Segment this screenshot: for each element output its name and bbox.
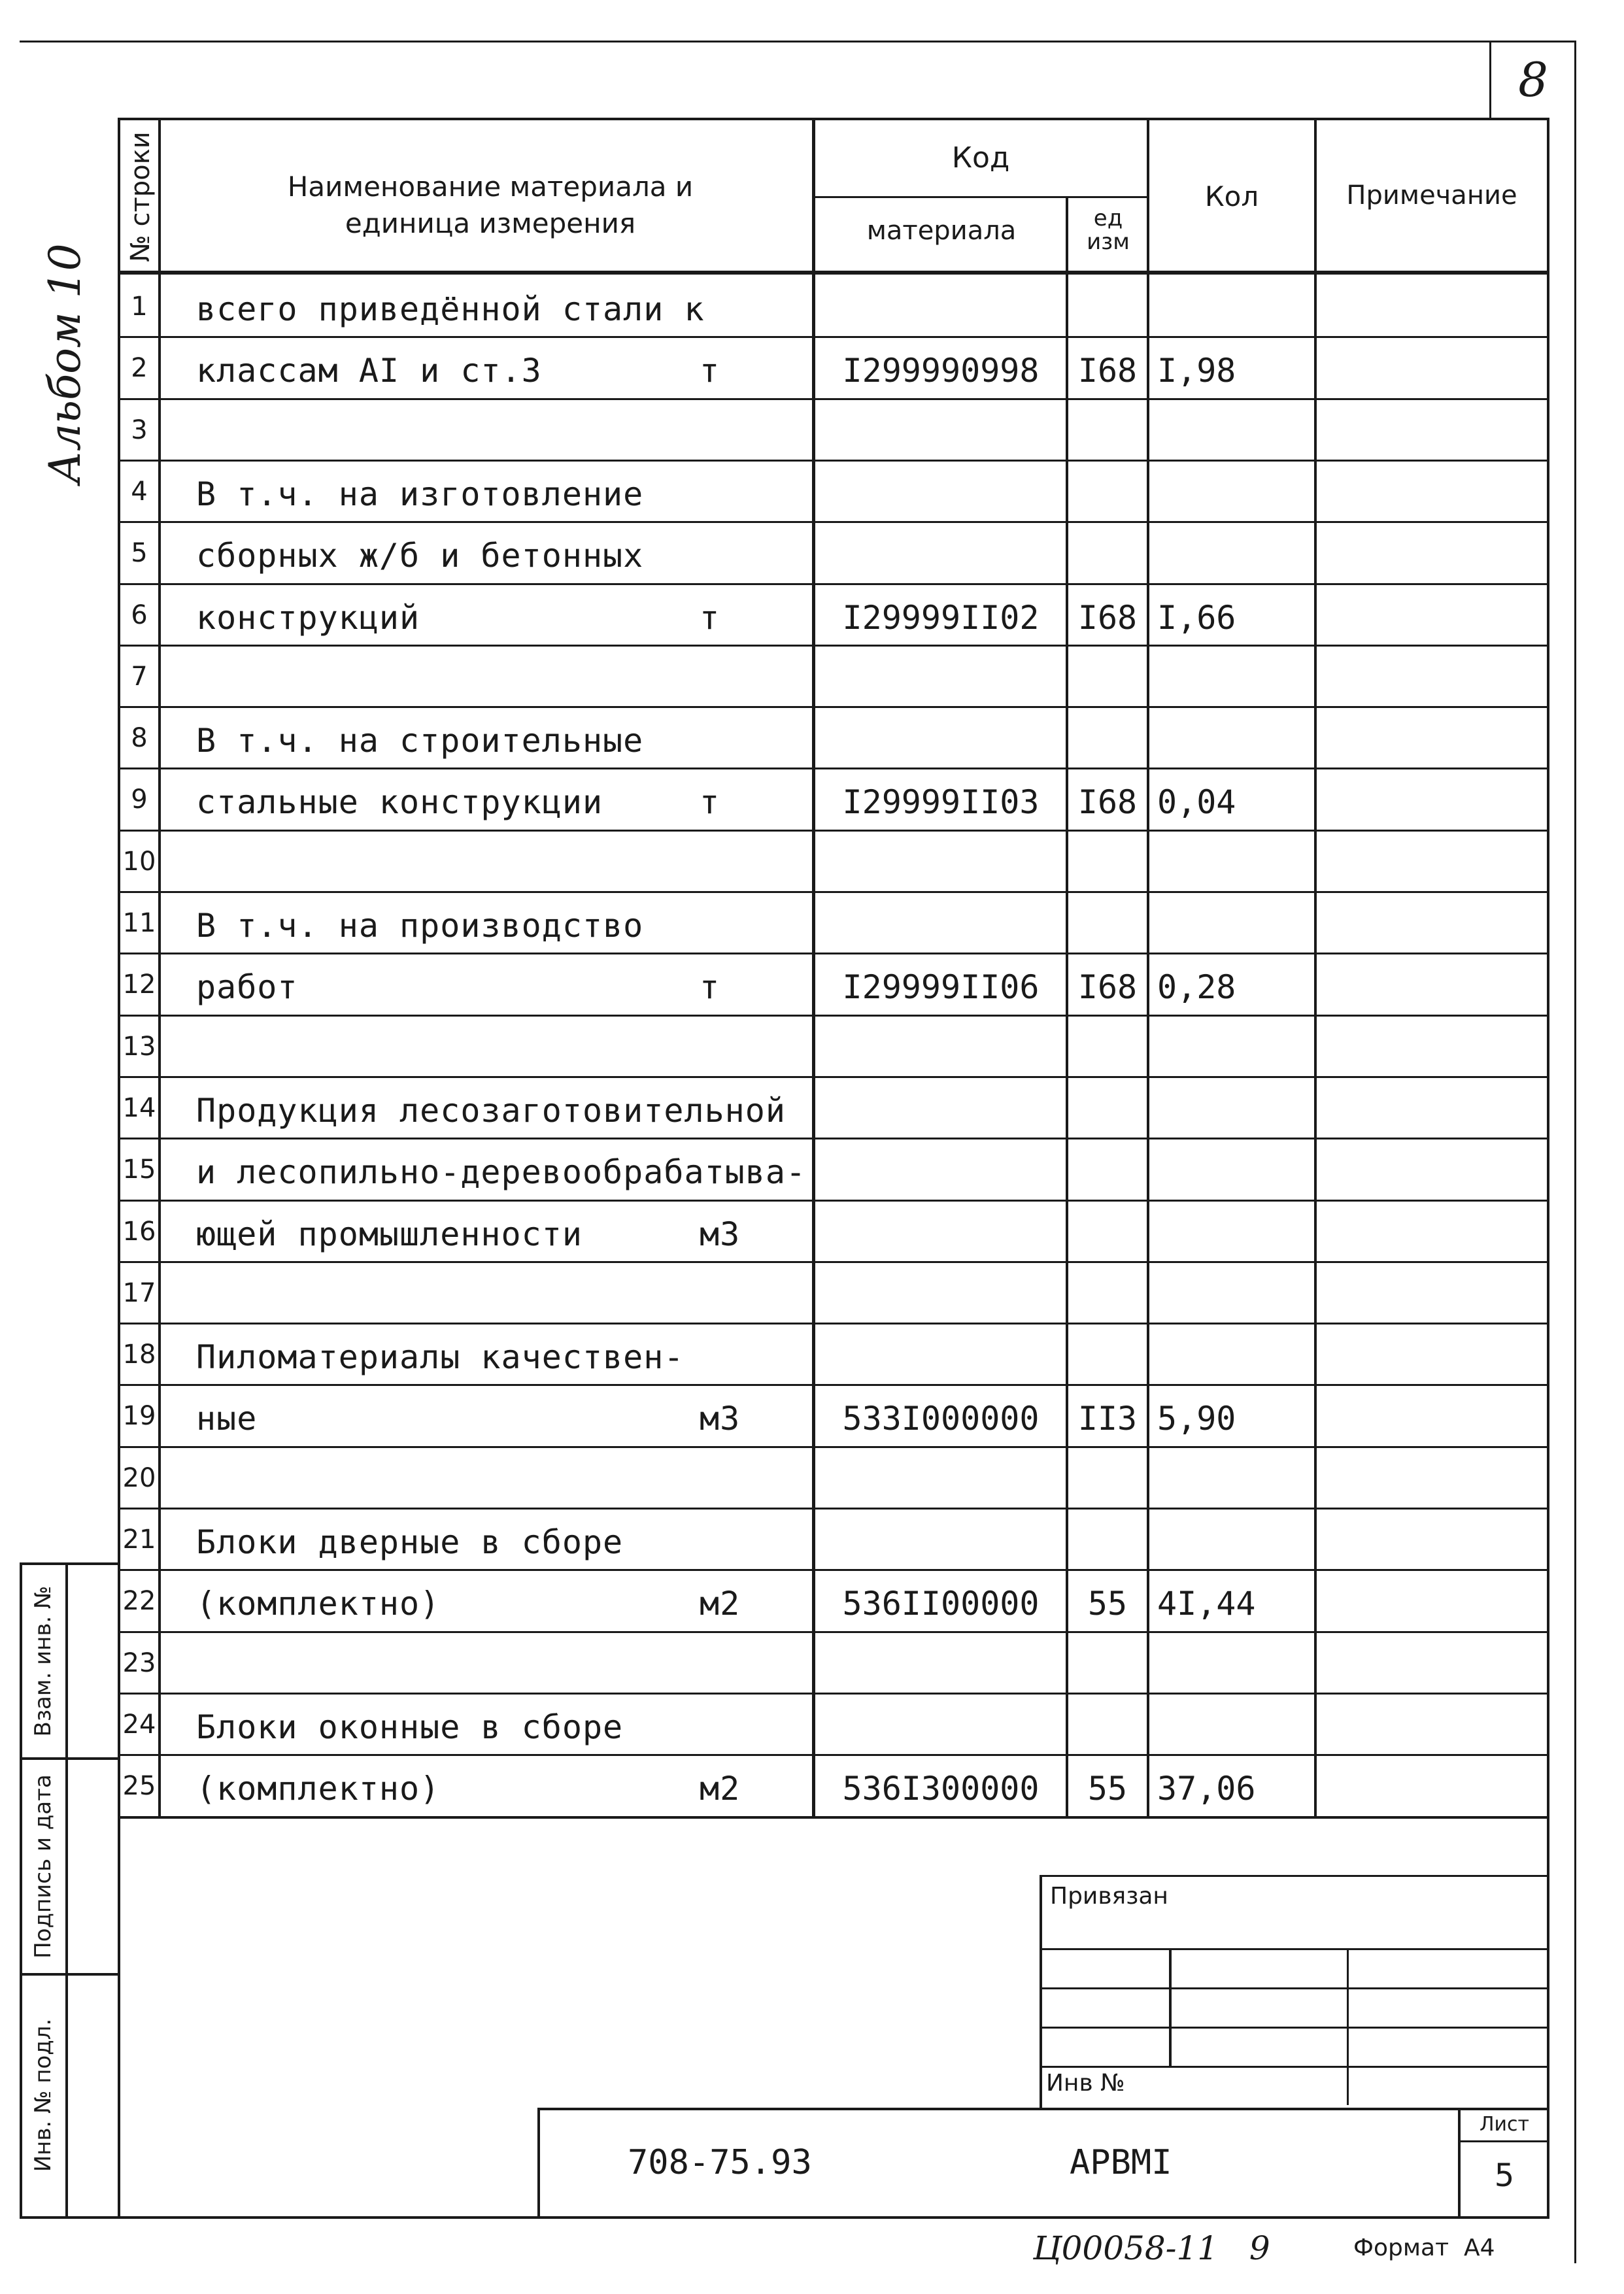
row-divider [118,1384,1549,1386]
row-name: (комплектно) [196,1585,441,1623]
row-number: 1 [131,292,148,322]
footer-format: Формат А4 [1353,2235,1495,2261]
row-uom: 55 [1087,1770,1128,1808]
row-number: 10 [122,847,156,877]
row-name: Блоки дверные в сборе [196,1523,624,1561]
header-code: Код [951,141,1010,175]
row-divider [118,336,1549,338]
row-name: ные [196,1400,258,1438]
row-divider [118,1015,1549,1017]
row-divider [118,1138,1549,1139]
header-material: материала [866,216,1017,246]
row-number: 13 [122,1032,156,1062]
row-divider [118,1508,1549,1510]
page-number: 8 [1518,52,1548,107]
album-label: Альбом 10 [40,243,90,484]
title-inv-no: Инв № [1046,2070,1125,2097]
header-row-no: № строки [126,131,156,262]
row-uom: II3 [1077,1400,1138,1438]
row-uom: I68 [1077,352,1138,390]
row-unit: м2 [700,1585,741,1623]
row-divider [118,1446,1549,1448]
row-divider [118,1569,1549,1571]
row-number: 8 [131,723,148,753]
row-divider [118,1693,1549,1695]
row-number: 7 [131,662,148,692]
row-divider [118,1754,1549,1756]
row-unit: м3 [700,1400,741,1438]
row-divider [118,460,1549,462]
row-qty: 4I,44 [1157,1585,1256,1623]
row-name: Пиломатериалы качествен- [196,1338,685,1376]
row-qty: 0,04 [1157,783,1236,821]
row-divider [118,891,1549,893]
row-name: работ [196,968,298,1006]
header-note: Примечание [1346,180,1517,211]
stamp-vzam: Взам. инв. № [30,1585,56,1737]
row-code: 536II00000 [842,1585,1040,1623]
title-doc-mark: АРВМI [1070,2143,1172,2182]
row-name: В т.ч. на строительные [196,722,644,760]
header-unit: ед изм [1087,205,1130,255]
row-uom: I68 [1077,599,1138,637]
title-sheet-label: Лист [1479,2113,1530,2136]
row-code: I29999II03 [842,783,1040,821]
title-doc-code: 708-75.93 [628,2143,812,2182]
row-unit: т [700,783,720,821]
row-divider [118,767,1549,769]
row-divider [118,645,1549,647]
footer-handwritten: Ц00058-11 9 [1033,2229,1270,2267]
row-number: 24 [122,1710,156,1740]
row-code: I29999II06 [842,968,1040,1006]
row-name: В т.ч. на изготовление [196,475,644,513]
row-divider [118,521,1549,523]
row-name: В т.ч. на производство [196,907,644,945]
row-name: Продукция лесозаготовительной [196,1092,786,1130]
row-number: 3 [131,415,148,445]
row-number: 9 [131,784,148,815]
row-qty: 5,90 [1157,1400,1236,1438]
stamp-podpis: Подпись и дата [30,1774,56,1959]
title-privyazan: Привязан [1050,1883,1168,1910]
row-code: I299990998 [842,352,1040,390]
row-unit: т [700,352,720,390]
row-name: Блоки оконные в сборе [196,1708,624,1746]
header-name: Наименование материала и единица измерения [287,171,694,239]
row-name: классам АI и ст.3 [196,352,542,390]
row-divider [118,1076,1549,1078]
row-number: 2 [131,353,148,383]
row-number: 25 [122,1771,156,1801]
row-name: стальные конструкции [196,783,603,821]
row-divider [118,953,1549,954]
row-number: 6 [131,600,148,630]
row-number: 11 [122,908,156,938]
row-unit: т [700,968,720,1006]
row-number: 19 [122,1401,156,1431]
row-number: 22 [122,1586,156,1616]
header-qty: Кол [1204,180,1259,212]
row-divider [118,1261,1549,1263]
row-divider [118,1323,1549,1324]
row-divider [118,706,1549,708]
row-number: 18 [122,1340,156,1370]
row-qty: 0,28 [1157,968,1236,1006]
row-number: 15 [122,1155,156,1185]
row-name: конструкций [196,599,420,637]
row-name: (комплектно) [196,1770,441,1808]
row-uom: I68 [1077,783,1138,821]
row-divider [118,830,1549,832]
row-number: 17 [122,1278,156,1308]
row-qty: I,66 [1157,599,1236,637]
row-code: 536I300000 [842,1770,1040,1808]
row-name: и лесопильно-деревообрабатыва- [196,1153,807,1191]
row-uom: I68 [1077,968,1138,1006]
row-qty: I,98 [1157,352,1236,390]
stamp-inv-podl: Инв. № подл. [30,2018,56,2172]
row-number: 5 [131,538,148,568]
row-number: 12 [122,970,156,1000]
row-number: 14 [122,1093,156,1123]
row-unit: м2 [700,1770,741,1808]
title-sheet-no: 5 [1494,2157,1515,2194]
row-name: всего приведённой стали к [196,290,705,328]
row-unit: м3 [700,1215,741,1253]
row-divider [118,1200,1549,1202]
row-divider [118,583,1549,585]
row-number: 4 [131,477,148,507]
row-code: 533I000000 [842,1400,1040,1438]
row-divider [118,398,1549,400]
row-qty: 37,06 [1157,1770,1256,1808]
row-name: сборных ж/б и бетонных [196,537,644,575]
row-name: ющей промышленности [196,1215,583,1253]
row-code: I29999II02 [842,599,1040,637]
row-unit: т [700,599,720,637]
row-uom: 55 [1087,1585,1128,1623]
row-number: 20 [122,1463,156,1493]
row-number: 16 [122,1217,156,1247]
row-number: 21 [122,1525,156,1555]
row-number: 23 [122,1648,156,1678]
row-divider [118,1631,1549,1633]
